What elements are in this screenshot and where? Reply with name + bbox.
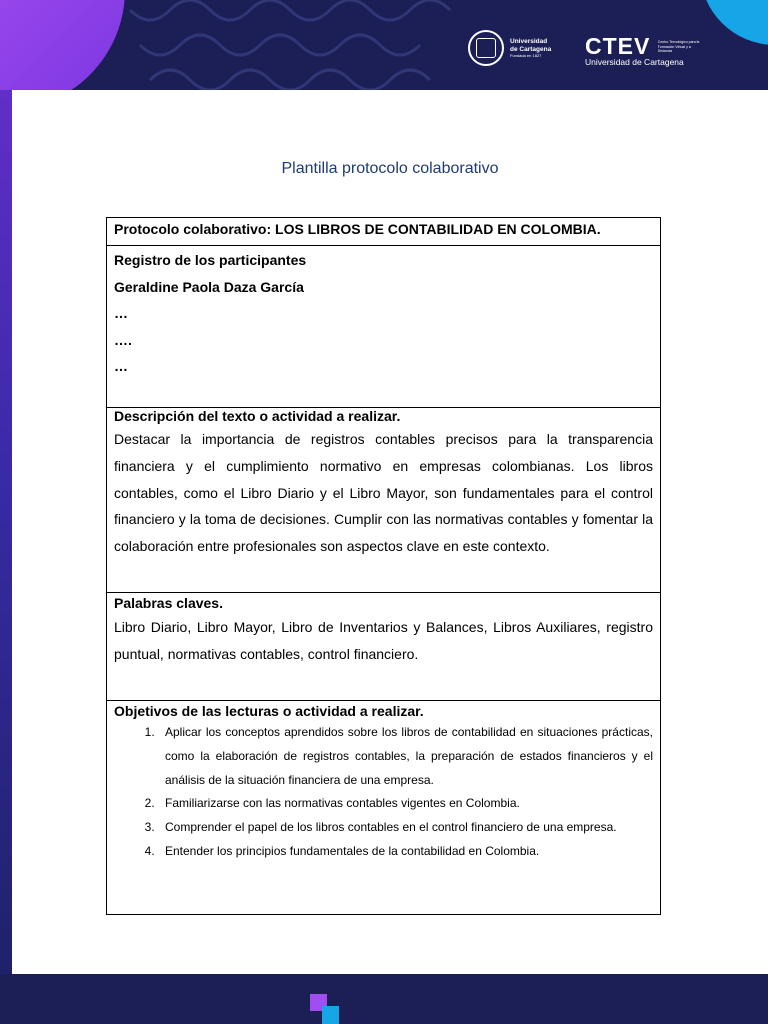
left-gradient-strip xyxy=(0,0,12,1024)
participant-placeholder: … xyxy=(114,358,128,374)
university-name: Universidad de Cartagena xyxy=(510,38,552,53)
protocol-title-row xyxy=(107,218,660,246)
keywords-row xyxy=(107,593,660,701)
objective-item: 1. Aplicar los conceptos aprendidos sobre los libros de contabilidad en situaciones prácticas, como la elaboración de registros contables, la preparación de estados financieros y el análisis de la situación financiera de una empresa. xyxy=(158,721,653,792)
protocol-title: Protocolo colaborativo: LOS LIBROS DE CONTABILIDAD EN COLOMBIA. xyxy=(114,221,601,237)
objectives-row xyxy=(107,701,660,914)
participants-row xyxy=(107,246,660,408)
participants-heading: Registro de los participantes xyxy=(114,252,307,268)
ctev-wordmark: CTEV xyxy=(585,33,651,59)
description-text: Destacar la importancia de registros contables precisos para la transparencia financiera y el cumplimiento normativo en empresas colombianas. Los libros contables, como el Libro Diario y el Libro Mayor, son fundamentales para el control financiero y la toma de decisiones. Cumplir con las normativas contables y fomentar la colaboración entre profesionales son aspectos clave en este contexto. xyxy=(114,431,653,555)
description-row xyxy=(107,406,660,593)
participant-name: Geraldine Paola Daza García xyxy=(114,278,304,295)
university-seal-icon xyxy=(468,30,504,66)
objectives-heading: Objetivos de las lecturas o actividad a realizar. xyxy=(114,703,424,719)
participant-placeholder: …. xyxy=(114,331,132,348)
footer-cyan-square xyxy=(322,1006,339,1024)
objective-item: 4. Entender los principios fundamentales de la contabilidad en Colombia. xyxy=(158,840,653,864)
description-heading: Descripción del texto o actividad a realizar. xyxy=(114,408,401,424)
objective-item: 2. Familiarizarse con las normativas contables vigentes en Colombia. xyxy=(158,792,653,816)
protocol-table xyxy=(106,217,661,915)
keywords-heading: Palabras claves. xyxy=(114,595,223,611)
keywords-text: Libro Diario, Libro Mayor, Libro de Inventarios y Balances, Libros Auxiliares, registro puntual, normativas contables, control financiero. xyxy=(114,619,653,662)
ctev-logo xyxy=(585,33,706,67)
objective-item: 3. Comprender el papel de los libros contables en el control financiero de una empresa. xyxy=(158,816,653,840)
university-logo xyxy=(468,30,554,66)
document-title: Plantilla protocolo colaborativo xyxy=(281,160,499,177)
ctev-university: Universidad de Cartagena xyxy=(585,57,684,67)
footer-band xyxy=(0,974,768,1024)
header-band xyxy=(0,0,768,90)
ctev-description: Centro Tecnológico para la Formación Virtual y a Distancia xyxy=(657,40,700,53)
participant-placeholder: … xyxy=(114,305,128,321)
university-founded: Fundada en 1827 xyxy=(510,53,542,58)
objectives-list xyxy=(114,721,653,864)
